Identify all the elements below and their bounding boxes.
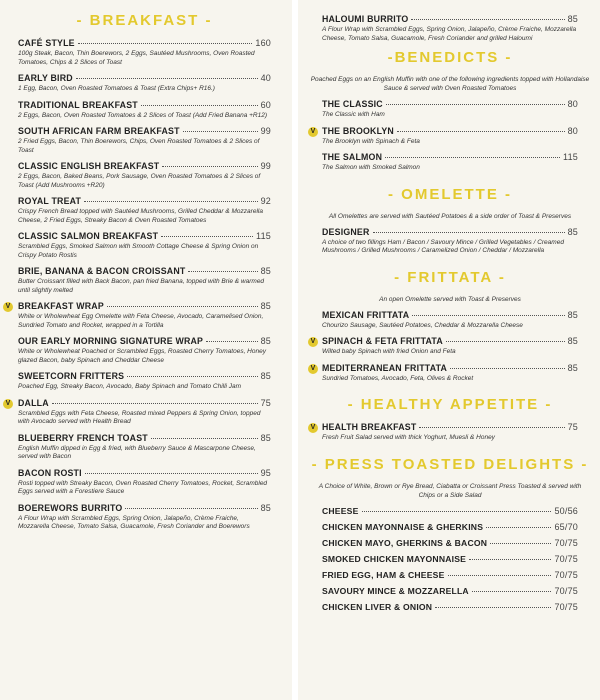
- benedicts-note: Poached Eggs on an English Muffin with one of the following ingredients topped with Hollandaise Sauce & served with Oven Roasted Tomatoes: [310, 76, 590, 92]
- menu-item-name: HEALTH BREAKFAST: [322, 422, 417, 432]
- menu-item: [300, 152, 600, 173]
- menu-item: [0, 301, 289, 330]
- left-column: [0, 0, 289, 700]
- dot-leader: [107, 306, 258, 307]
- press-item-price: 70/75: [554, 553, 578, 564]
- menu-item-price: 40: [260, 73, 271, 83]
- menu-item-description: 2 Eggs, Bacon, Oven Roasted Tomatoes & 2 Slices of Toast (Add Fried Banana +R12): [18, 111, 268, 119]
- press-item-name: FRIED EGG, HAM & CHEESE: [322, 569, 445, 580]
- press-item-row: [300, 586, 600, 599]
- menu-item-row: [322, 336, 578, 348]
- menu-item: [0, 336, 289, 365]
- dot-leader: [206, 341, 257, 342]
- dot-leader: [151, 438, 258, 439]
- dot-leader: [161, 236, 253, 237]
- vegetarian-icon: V: [308, 423, 318, 433]
- dot-leader: [435, 607, 551, 608]
- press-item-row: [300, 538, 600, 551]
- dot-leader: [373, 232, 565, 233]
- dot-leader: [188, 271, 257, 272]
- menu-item-price: 85: [260, 502, 271, 513]
- menu-item: [300, 126, 600, 147]
- press-item-price: 65/70: [554, 521, 578, 532]
- menu-item-name: CLASSIC SALMON BREAKFAST: [18, 231, 159, 241]
- menu-item-row: [322, 310, 578, 322]
- breakfast-title: - BREAKFAST -: [76, 12, 213, 29]
- dot-leader: [448, 575, 552, 576]
- menu-item-description: The Brooklyn with Spinach & Feta: [322, 137, 420, 145]
- menu-item-price: 95: [260, 467, 271, 478]
- menu-item-price: 92: [260, 196, 271, 206]
- menu-item-name: BLUEBERRY FRENCH TOAST: [18, 432, 148, 443]
- menu-item-description: 100g Steak, Bacon, Thin Boerewors, 2 Eggs, Sautéed Mushrooms, Oven Roasted Tomatoes, Chips & 2 Slices of Toast: [18, 50, 255, 66]
- menu-item-description: The Classic with Ham: [322, 111, 385, 118]
- menu-item-row: [322, 422, 578, 434]
- menu-item-price: 99: [260, 126, 271, 136]
- menu-item-description: 2 Eggs, Bacon, Baked Beans, Pork Sausage, Oven Roasted Tomatoes & 2 Slices of Toast (Add Mushrooms +R20): [18, 173, 261, 189]
- press-item-row: [300, 570, 600, 583]
- press-item-row: [300, 506, 600, 519]
- menu-item-name: BOEREWORS BURRITO: [18, 502, 123, 513]
- vegetarian-icon: V: [308, 127, 318, 137]
- menu-item: [0, 433, 289, 462]
- menu-item-description: A choice of two fillings Ham / Bacon / Savoury Mince / Grilled Vegetables / Creamed Mushrooms / Grilled Mushrooms / Caramelized Onion / Cheddar / Mozzarella: [322, 238, 564, 254]
- menu-item-name: THE CLASSIC: [322, 99, 383, 109]
- menu-item-name: THE BROOKLYN: [322, 125, 394, 136]
- menu-item-row: [322, 99, 578, 111]
- menu-item-description: Sundried Tomatoes, Avocado, Feta, Olives & Rocket: [322, 374, 474, 382]
- menu-item-row: [18, 336, 271, 348]
- menu-item: [0, 126, 289, 155]
- omelette-title: - OMELETTE -: [388, 185, 512, 203]
- dot-leader: [141, 105, 258, 106]
- menu-item-price: 85: [567, 336, 578, 346]
- menu-item: [0, 266, 289, 295]
- menu-item-description: White or Wholewheat Poached or Scrambled Eggs, Roasted Cherry Tomatoes, Honey glazed Bacon, baby Spinach and Cheddar Cheese: [18, 348, 266, 364]
- menu-item-price: 60: [260, 99, 271, 110]
- menu-item-description: 2 Fried Eggs, Bacon, Thin Boerewors, Chips, Oven Roasted Tomatoes & 2 Slices of Toast: [18, 138, 260, 154]
- menu-item-name: THE SALMON: [322, 152, 383, 162]
- menu-item-price: 85: [567, 309, 578, 320]
- press-item-name: SMOKED CHICKEN MAYONNAISE: [322, 553, 467, 564]
- menu-item-description: Scrambled Eggs with Feta Cheese, Roasted mixed Peppers & Spring Onion, topped with Avocado served with Health Bread: [18, 409, 261, 425]
- press-list: [300, 506, 600, 615]
- menu-item: [300, 227, 600, 256]
- menu-item-row: [18, 196, 271, 208]
- dot-leader: [78, 43, 253, 44]
- menu-item-row: [18, 38, 271, 50]
- frittata-list: [300, 310, 600, 384]
- menu-item-price: 85: [567, 14, 578, 24]
- menu-item-row: [322, 363, 578, 375]
- press-item-price: 50/56: [554, 505, 578, 516]
- dot-leader: [411, 19, 564, 20]
- menu-item-description: Fresh Fruit Salad served with thick Yoghurt, Muesli & Honey: [322, 434, 495, 441]
- menu-item-name: SWEETCORN FRITTERS: [18, 371, 125, 381]
- menu-item-name: CAFÉ STYLE: [18, 38, 75, 48]
- menu-item: [300, 14, 600, 43]
- menu-item-description: Scrambled Eggs, Smoked Salmon with Smooth Cottage Cheese & Spring Onion on Crispy Potato Rostis: [18, 243, 259, 259]
- menu-item: [0, 38, 289, 67]
- dot-leader: [125, 508, 257, 509]
- menu-item-name: TRADITIONAL BREAKFAST: [18, 99, 138, 110]
- menu-item-name: HALOUMI BURRITO: [322, 14, 409, 24]
- menu-item-row: [18, 73, 271, 85]
- press-item-row: [300, 602, 600, 615]
- press-item-price: 70/75: [554, 601, 578, 612]
- menu-item: [0, 73, 289, 94]
- press-item-price: 70/75: [554, 569, 578, 580]
- menu-item: [300, 310, 600, 331]
- menu-item-name: ROYAL TREAT: [18, 196, 82, 206]
- menu-item-description: The Salmon with Smoked Salmon: [322, 164, 420, 171]
- menu-item: [0, 371, 289, 392]
- menu-item-description: Rosti topped with Streaky Bacon, Oven Roasted Cherry Tomatoes, Rocket, Scrambled Eggs served with a Forestiere Sauce: [18, 479, 268, 495]
- right-column: [300, 0, 600, 700]
- menu-item-price: 85: [260, 336, 271, 346]
- menu-item: [0, 161, 289, 190]
- menu-item-price: 160: [255, 38, 271, 48]
- benedicts-list: [300, 99, 600, 173]
- dot-leader: [385, 157, 560, 158]
- frittata-note: An open Omelette served with Toast & Preserves: [379, 295, 521, 303]
- menu-item-price: 115: [563, 152, 578, 162]
- menu-item-price: 75: [260, 397, 271, 408]
- dot-leader: [386, 104, 565, 105]
- dot-leader: [486, 527, 551, 528]
- menu-item-price: 99: [260, 161, 271, 171]
- menu-item-name: CLASSIC ENGLISH BREAKFAST: [18, 161, 160, 171]
- menu-item-row: [322, 14, 578, 26]
- menu-item: [0, 231, 289, 260]
- dot-leader: [469, 559, 551, 560]
- press-item-row: [300, 554, 600, 567]
- menu-item-row: [18, 468, 271, 480]
- menu-item-price: 85: [567, 226, 578, 237]
- menu-item-row: [322, 227, 578, 239]
- omelette-list: [300, 227, 600, 256]
- dot-leader: [85, 473, 258, 474]
- menu-item-row: [18, 126, 271, 138]
- breakfast-list: [0, 38, 289, 532]
- menu-item-name: OUR EARLY MORNING SIGNATURE WRAP: [18, 336, 204, 346]
- press-note: A Choice of White, Brown or Rye Bread, Ciabatta or Croissant Press Toasted & served with Chips or a Side Salad: [318, 482, 582, 499]
- menu-item-description: A Flour Wrap with Scrambled Eggs, Spring Onion, Jalapeño, Crème Fraiche, Mozzarella Cheese, Tomato Salsa, Guacamole, Fresh Coriander and Boerewors: [18, 514, 250, 530]
- menu-item-name: BRIE, BANANA & BACON CROISSANT: [18, 266, 186, 276]
- menu-item-name: BREAKFAST WRAP: [18, 301, 104, 311]
- column-divider: [292, 0, 298, 700]
- menu-item-description: Butter Croissant filled with Back Bacon, pan fried Banana, topped with Brie & warmed until slightly melted: [18, 278, 265, 294]
- vegetarian-icon: V: [308, 337, 318, 347]
- menu-item: [0, 100, 289, 121]
- menu-item-row: [18, 301, 271, 313]
- dot-leader: [162, 166, 257, 167]
- menu-item-price: 75: [567, 422, 578, 432]
- menu-item-description: A Flour Wrap with Scrambled Eggs, Spring Onion, Jalapeño, Crème Fraiche, Mozzarella Cheese, Tomato Salsa, Guacamole, Fresh Coriander and grilled Haloumi: [322, 26, 577, 42]
- dot-leader: [419, 427, 564, 428]
- menu-item-name: BACON ROSTI: [18, 467, 82, 478]
- vegetarian-icon: V: [3, 302, 13, 312]
- omelette-note: All Omelettes are served with Sautéed Potatoes & a side order of Toast & Preserves: [328, 212, 572, 220]
- menu-item-price: 115: [256, 231, 271, 241]
- press-title: - PRESS TOASTED DELIGHTS -: [311, 455, 589, 473]
- menu-item-description: White or Wholewheat Egg Omelette with Feta Cheese, Avocado, Caramelised Onion, Sundried Tomato and Rocket, wrapped in a Tortilla: [18, 313, 264, 329]
- menu-item: [300, 363, 600, 384]
- menu-item-price: 85: [260, 301, 271, 311]
- dot-leader: [446, 341, 565, 342]
- menu-item: [0, 503, 289, 532]
- menu-item-description: Poached Egg, Streaky Bacon, Avocado, Baby Spinach and Tomato Chilli Jam: [18, 383, 242, 390]
- menu-item: [0, 468, 289, 497]
- menu-item-row: [18, 100, 271, 112]
- menu-item-row: [322, 126, 578, 138]
- menu-item-row: [18, 433, 271, 445]
- menu-item-name: EARLY BIRD: [18, 73, 73, 83]
- menu-item-name: MEDITERRANEAN FRITTATA: [322, 362, 448, 373]
- dot-leader: [490, 543, 551, 544]
- dot-leader: [450, 368, 564, 369]
- menu-item-price: 85: [260, 371, 271, 381]
- menu-item-name: DESIGNER: [322, 226, 370, 237]
- menu-item-name: SOUTH AFRICAN FARM BREAKFAST: [18, 126, 180, 136]
- menu-item-name: MEXICAN FRITTATA: [322, 309, 410, 320]
- menu-item-price: 80: [567, 125, 578, 136]
- menu-item-description: 1 Egg, Bacon, Oven Roasted Tomatoes & Toast (Extra Chips+ R16.): [18, 85, 215, 92]
- menu-item-row: [18, 231, 271, 243]
- press-item-name: CHICKEN MAYONNAISE & GHERKINS: [322, 521, 484, 532]
- menu-item: [300, 99, 600, 120]
- menu-item-description: English Muffin dipped in Egg & fried, with Blueberry Sauce & Mascarpone Cheese, served with Bacon: [18, 444, 256, 460]
- dot-leader: [397, 131, 565, 132]
- menu-item-row: [18, 398, 271, 410]
- menu-item-price: 80: [567, 99, 578, 109]
- dot-leader: [52, 403, 258, 404]
- press-item-name: CHICKEN MAYO, GHERKINS & BACON: [322, 537, 488, 548]
- vegetarian-icon: V: [3, 399, 13, 409]
- press-item-name: SAVOURY MINCE & MOZZARELLA: [322, 585, 469, 596]
- haloumi-item: [300, 14, 600, 43]
- menu-item-row: [18, 503, 271, 515]
- press-item-row: [300, 522, 600, 535]
- menu-item-row: [322, 152, 578, 164]
- press-item-price: 70/75: [554, 537, 578, 548]
- dot-leader: [84, 201, 257, 202]
- menu-item-description: Wilted baby Spinach with fried Onion and Feta: [322, 348, 456, 355]
- dot-leader: [362, 511, 552, 512]
- healthy-list: [300, 422, 600, 443]
- press-item-name: CHEESE: [322, 505, 359, 516]
- dot-leader: [127, 376, 257, 377]
- benedicts-title: -BENEDICTS -: [387, 49, 513, 66]
- menu-item-price: 85: [260, 266, 271, 276]
- menu-item-description: Chourizo Sausage, Sautéed Potatoes, Cheddar & Mozzarella Cheese: [322, 321, 523, 329]
- menu-item-description: Crispy French Bread topped with Sautéed Mushrooms, Grilled Cheddar & Mozzarella Cheese, 2 Fried Eggs, Streaky Bacon & Oven Roasted Tomatoes: [18, 208, 263, 224]
- menu-item: [0, 398, 289, 427]
- healthy-title: - HEALTHY APPETITE -: [347, 396, 553, 413]
- press-item-price: 70/75: [554, 585, 578, 596]
- menu-item-price: 85: [260, 432, 271, 443]
- press-item-name: CHICKEN LIVER & ONION: [322, 601, 433, 612]
- menu-item-row: [18, 371, 271, 383]
- dot-leader: [472, 591, 552, 592]
- dot-leader: [412, 315, 564, 316]
- vegetarian-icon: V: [308, 364, 318, 374]
- menu-item-name: DALLA: [18, 397, 49, 408]
- menu-item: [300, 336, 600, 357]
- menu-item: [0, 196, 289, 225]
- dot-leader: [76, 78, 258, 79]
- frittata-title: - FRITTATA -: [394, 268, 506, 286]
- menu-item-row: [18, 161, 271, 173]
- menu-item: [300, 422, 600, 443]
- menu-item-price: 85: [567, 362, 578, 373]
- menu-item-row: [18, 266, 271, 278]
- dot-leader: [183, 131, 258, 132]
- menu-item-name: SPINACH & FETA FRITTATA: [322, 336, 443, 346]
